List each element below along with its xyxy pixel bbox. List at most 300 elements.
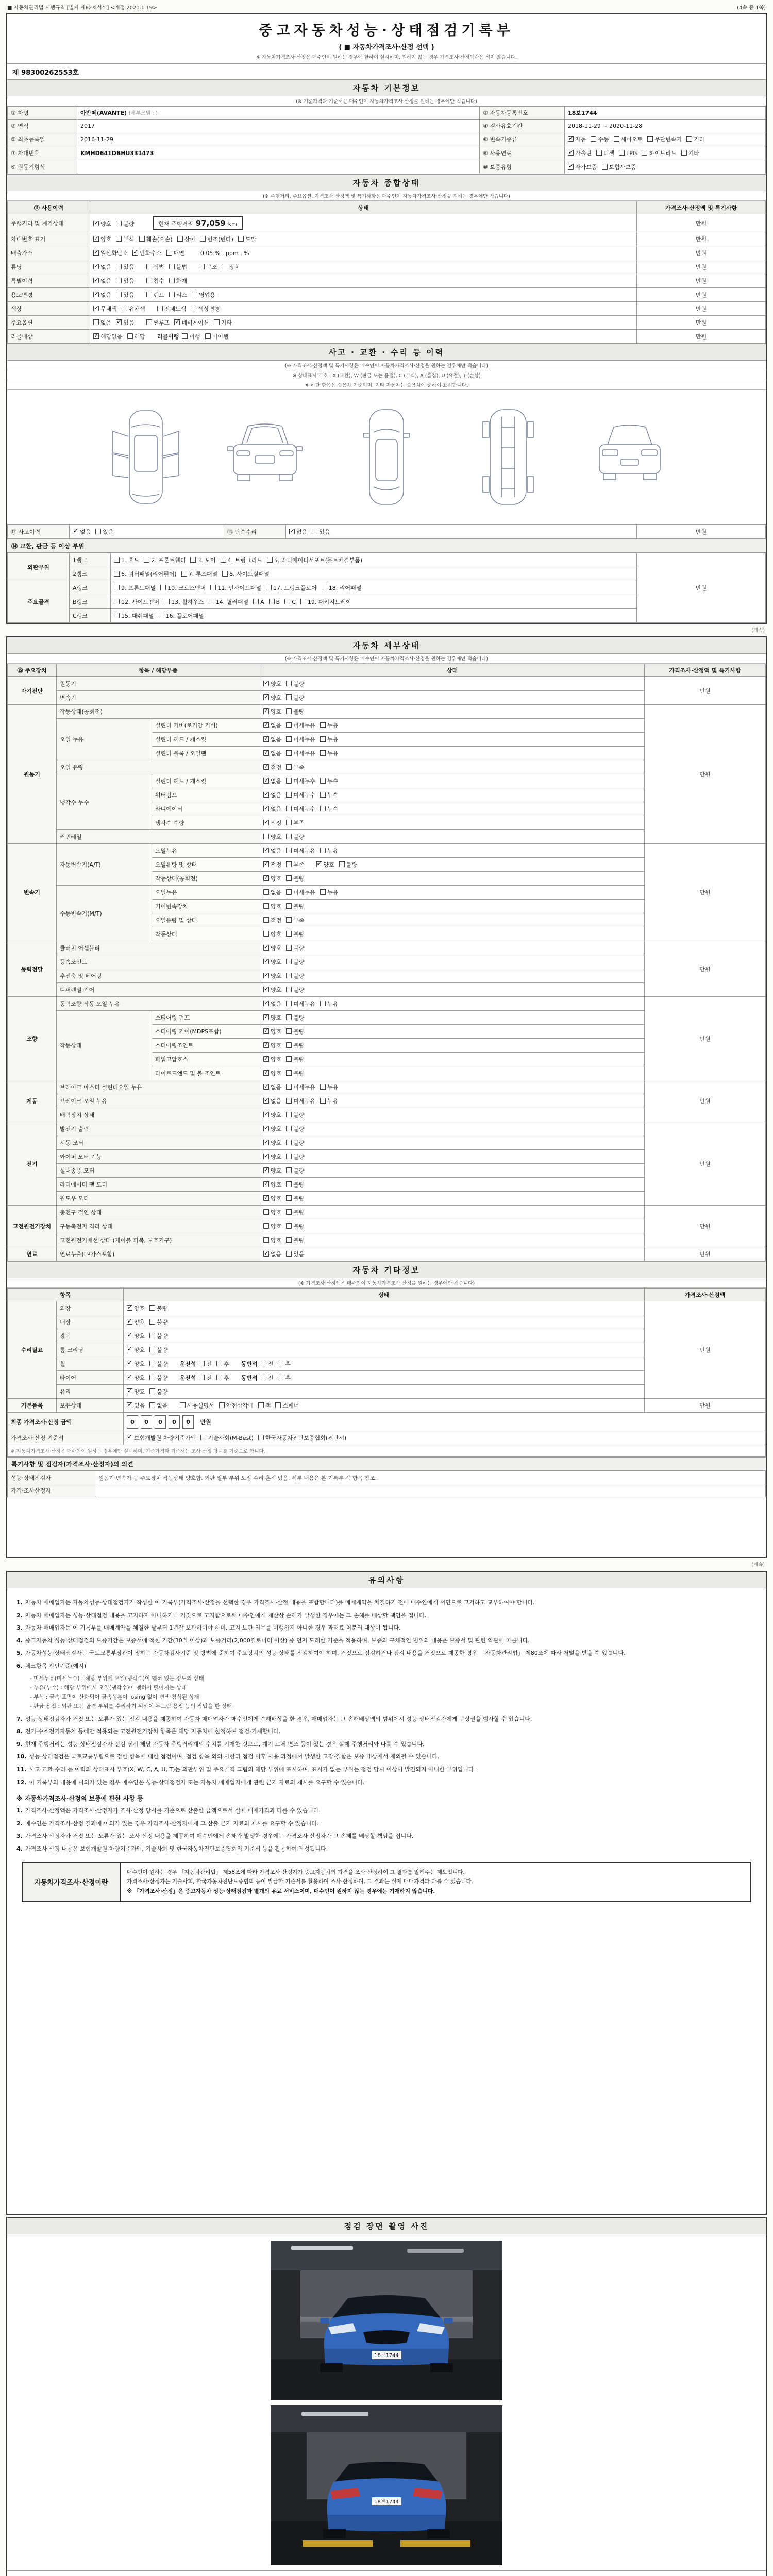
checkbox-option[interactable]: [258, 1401, 271, 1410]
checkbox-option[interactable]: [149, 1401, 167, 1410]
checkbox-icon[interactable]: [261, 1375, 266, 1380]
checkbox-icon[interactable]: [286, 750, 292, 756]
checkbox-icon[interactable]: [146, 264, 152, 269]
checkbox-icon[interactable]: [286, 959, 292, 964]
checkbox-option[interactable]: [169, 291, 187, 299]
checkbox-option[interactable]: [181, 570, 218, 578]
checkbox-option[interactable]: [182, 332, 200, 341]
checkbox-option[interactable]: [144, 556, 186, 564]
checkbox-icon[interactable]: [286, 1001, 292, 1006]
checkbox-option[interactable]: [300, 598, 351, 606]
checkbox-option[interactable]: [286, 1083, 315, 1091]
checkbox-icon[interactable]: [286, 694, 292, 700]
checkbox-icon[interactable]: [116, 236, 122, 242]
checkbox-icon[interactable]: [278, 1375, 283, 1380]
checkbox-option[interactable]: [286, 1250, 304, 1258]
checkbox-icon[interactable]: [300, 599, 306, 604]
checkbox-checked-icon[interactable]: [263, 1070, 269, 1076]
checkbox-icon[interactable]: [159, 613, 164, 618]
checkbox-icon[interactable]: [286, 1084, 292, 1090]
checkbox-icon[interactable]: [182, 333, 188, 339]
checkbox-icon[interactable]: [144, 557, 149, 563]
checkbox-icon[interactable]: [200, 236, 206, 242]
checkbox-icon[interactable]: [114, 585, 120, 590]
checkbox-option[interactable]: [263, 1166, 281, 1175]
checkbox-checked-icon[interactable]: [263, 764, 269, 770]
checkbox-option[interactable]: [199, 263, 217, 271]
checkbox-option[interactable]: [263, 777, 281, 785]
checkbox-option[interactable]: [116, 277, 134, 285]
checkbox-icon[interactable]: [95, 529, 101, 534]
checkbox-option[interactable]: [127, 332, 145, 341]
checkbox-option[interactable]: [73, 528, 91, 536]
checkbox-checked-icon[interactable]: [263, 861, 269, 867]
checkbox-icon[interactable]: [286, 1209, 292, 1215]
checkbox-option[interactable]: [286, 1194, 304, 1202]
checkbox-option[interactable]: [263, 888, 281, 896]
checkbox-icon[interactable]: [149, 1347, 155, 1352]
checkbox-icon[interactable]: [286, 681, 292, 686]
checkbox-checked-icon[interactable]: [127, 1319, 132, 1325]
checkbox-option[interactable]: [320, 999, 338, 1008]
checkbox-checked-icon[interactable]: [263, 792, 269, 798]
checkbox-option[interactable]: [205, 332, 229, 341]
checkbox-checked-icon[interactable]: [568, 164, 574, 170]
checkbox-option[interactable]: [275, 1401, 299, 1410]
checkbox-option[interactable]: [114, 598, 159, 606]
checkbox-option[interactable]: [263, 916, 281, 924]
checkbox-icon[interactable]: [200, 1435, 206, 1440]
checkbox-checked-icon[interactable]: [263, 1014, 269, 1020]
checkbox-option[interactable]: [568, 149, 592, 157]
checkbox-option[interactable]: [127, 1387, 145, 1396]
checkbox-icon[interactable]: [286, 764, 292, 770]
checkbox-option[interactable]: [263, 1153, 281, 1161]
checkbox-icon[interactable]: [286, 931, 292, 937]
checkbox-option[interactable]: [286, 819, 304, 827]
checkbox-icon[interactable]: [116, 221, 122, 226]
checkbox-option[interactable]: [139, 235, 173, 243]
checkbox-icon[interactable]: [216, 1375, 222, 1380]
checkbox-icon[interactable]: [263, 1223, 269, 1229]
checkbox-option[interactable]: [114, 570, 177, 578]
checkbox-icon[interactable]: [139, 236, 145, 242]
checkbox-option[interactable]: [286, 1027, 304, 1036]
checkbox-icon[interactable]: [263, 1237, 269, 1243]
checkbox-option[interactable]: [192, 291, 215, 299]
checkbox-checked-icon[interactable]: [93, 264, 99, 269]
checkbox-option[interactable]: [320, 1083, 338, 1091]
checkbox-icon[interactable]: [199, 1361, 205, 1366]
checkbox-option[interactable]: [286, 1125, 304, 1133]
checkbox-checked-icon[interactable]: [263, 945, 269, 951]
checkbox-option[interactable]: [263, 958, 281, 966]
checkbox-option[interactable]: [263, 1208, 281, 1216]
checkbox-option[interactable]: [320, 749, 338, 757]
checkbox-option[interactable]: [286, 958, 304, 966]
checkbox-option[interactable]: [199, 1360, 212, 1368]
checkbox-checked-icon[interactable]: [316, 861, 322, 867]
checkbox-option[interactable]: [263, 1139, 281, 1147]
checkbox-icon[interactable]: [169, 264, 175, 269]
checkbox-option[interactable]: [127, 1434, 196, 1442]
checkbox-checked-icon[interactable]: [263, 736, 269, 742]
checkbox-icon[interactable]: [191, 306, 196, 311]
checkbox-icon[interactable]: [122, 306, 127, 311]
checkbox-option[interactable]: [210, 584, 261, 592]
checkbox-checked-icon[interactable]: [263, 681, 269, 686]
checkbox-option[interactable]: [263, 749, 281, 757]
checkbox-option[interactable]: [263, 874, 281, 883]
checkbox-option[interactable]: [200, 1434, 254, 1442]
checkbox-icon[interactable]: [286, 820, 292, 825]
checkbox-option[interactable]: [286, 874, 304, 883]
checkbox-option[interactable]: [174, 318, 209, 327]
checkbox-option[interactable]: [200, 235, 233, 243]
checkbox-icon[interactable]: [286, 1140, 292, 1145]
checkbox-icon[interactable]: [286, 708, 292, 714]
checkbox-checked-icon[interactable]: [174, 319, 180, 325]
checkbox-checked-icon[interactable]: [93, 306, 99, 311]
checkbox-option[interactable]: [263, 1250, 281, 1258]
checkbox-icon[interactable]: [149, 1402, 155, 1408]
checkbox-checked-icon[interactable]: [263, 1028, 269, 1034]
checkbox-icon[interactable]: [177, 236, 183, 242]
checkbox-option[interactable]: [93, 291, 111, 299]
checkbox-icon[interactable]: [286, 1112, 292, 1117]
checkbox-option[interactable]: [263, 1222, 281, 1230]
checkbox-icon[interactable]: [164, 599, 170, 604]
checkbox-icon[interactable]: [322, 585, 327, 590]
checkbox-option[interactable]: [602, 163, 636, 171]
checkbox-option[interactable]: [320, 1097, 338, 1105]
checkbox-checked-icon[interactable]: [263, 973, 269, 978]
checkbox-option[interactable]: [286, 1222, 304, 1230]
checkbox-option[interactable]: [191, 304, 220, 313]
checkbox-icon[interactable]: [339, 861, 345, 867]
checkbox-icon[interactable]: [286, 917, 292, 923]
checkbox-icon[interactable]: [263, 917, 269, 923]
checkbox-icon[interactable]: [219, 1402, 225, 1408]
checkbox-checked-icon[interactable]: [263, 1126, 269, 1131]
checkbox-option[interactable]: [263, 680, 281, 688]
checkbox-option[interactable]: [263, 721, 281, 730]
checkbox-icon[interactable]: [149, 1305, 155, 1311]
checkbox-checked-icon[interactable]: [93, 236, 99, 242]
checkbox-option[interactable]: [263, 1180, 281, 1189]
checkbox-option[interactable]: [149, 1332, 167, 1340]
checkbox-icon[interactable]: [267, 557, 273, 563]
checkbox-icon[interactable]: [149, 1333, 155, 1338]
checkbox-option[interactable]: [263, 1013, 281, 1022]
checkbox-option[interactable]: [263, 819, 281, 827]
checkbox-option[interactable]: [149, 1304, 167, 1312]
checkbox-checked-icon[interactable]: [127, 1435, 132, 1440]
checkbox-icon[interactable]: [222, 571, 228, 577]
checkbox-icon[interactable]: [286, 945, 292, 951]
checkbox-checked-icon[interactable]: [263, 1098, 269, 1104]
checkbox-checked-icon[interactable]: [263, 1112, 269, 1117]
checkbox-option[interactable]: [286, 805, 315, 813]
checkbox-option[interactable]: [116, 291, 134, 299]
checkbox-checked-icon[interactable]: [93, 292, 99, 297]
checkbox-icon[interactable]: [180, 1402, 186, 1408]
checkbox-icon[interactable]: [286, 1070, 292, 1076]
checkbox-option[interactable]: [286, 1166, 304, 1175]
checkbox-icon[interactable]: [647, 136, 653, 142]
checkbox-icon[interactable]: [238, 236, 244, 242]
checkbox-option[interactable]: [180, 1401, 214, 1410]
checkbox-icon[interactable]: [114, 613, 120, 618]
checkbox-checked-icon[interactable]: [263, 1056, 269, 1062]
checkbox-icon[interactable]: [596, 150, 602, 156]
checkbox-option[interactable]: [263, 805, 281, 813]
checkbox-option[interactable]: [116, 235, 134, 243]
checkbox-checked-icon[interactable]: [263, 987, 269, 992]
checkbox-icon[interactable]: [258, 1402, 264, 1408]
checkbox-icon[interactable]: [284, 599, 290, 604]
checkbox-checked-icon[interactable]: [127, 1333, 132, 1338]
checkbox-icon[interactable]: [116, 278, 122, 283]
checkbox-option[interactable]: [263, 1194, 281, 1202]
checkbox-icon[interactable]: [286, 1014, 292, 1020]
checkbox-option[interactable]: [647, 135, 682, 143]
checkbox-option[interactable]: [116, 219, 134, 228]
checkbox-option[interactable]: [222, 263, 240, 271]
checkbox-icon[interactable]: [169, 292, 175, 297]
checkbox-checked-icon[interactable]: [263, 806, 269, 811]
checkbox-option[interactable]: [149, 1318, 167, 1326]
checkbox-option[interactable]: [316, 860, 334, 869]
checkbox-option[interactable]: [164, 598, 204, 606]
checkbox-option[interactable]: [263, 763, 281, 771]
checkbox-checked-icon[interactable]: [263, 820, 269, 825]
checkbox-checked-icon[interactable]: [93, 278, 99, 283]
checkbox-checked-icon[interactable]: [263, 1181, 269, 1187]
checkbox-icon[interactable]: [286, 1056, 292, 1062]
checkbox-option[interactable]: [286, 1236, 304, 1244]
checkbox-icon[interactable]: [286, 889, 292, 895]
checkbox-icon[interactable]: [286, 1181, 292, 1187]
checkbox-option[interactable]: [263, 999, 281, 1008]
checkbox-checked-icon[interactable]: [568, 150, 574, 156]
checkbox-icon[interactable]: [160, 585, 166, 590]
checkbox-option[interactable]: [312, 528, 330, 536]
checkbox-checked-icon[interactable]: [73, 529, 78, 534]
checkbox-checked-icon[interactable]: [93, 221, 99, 226]
checkbox-option[interactable]: [263, 944, 281, 952]
checkbox-icon[interactable]: [209, 599, 214, 604]
checkbox-option[interactable]: [263, 707, 281, 716]
checkbox-checked-icon[interactable]: [568, 136, 574, 142]
checkbox-checked-icon[interactable]: [132, 250, 138, 256]
checkbox-option[interactable]: [263, 791, 281, 799]
checkbox-option[interactable]: [149, 1374, 167, 1382]
checkbox-option[interactable]: [263, 986, 281, 994]
checkbox-icon[interactable]: [286, 987, 292, 992]
checkbox-option[interactable]: [169, 263, 187, 271]
checkbox-checked-icon[interactable]: [263, 959, 269, 964]
checkbox-option[interactable]: [267, 556, 362, 564]
checkbox-option[interactable]: [222, 570, 270, 578]
checkbox-option[interactable]: [93, 249, 128, 257]
checkbox-checked-icon[interactable]: [263, 1084, 269, 1090]
checkbox-checked-icon[interactable]: [263, 1140, 269, 1145]
checkbox-icon[interactable]: [190, 557, 196, 563]
checkbox-option[interactable]: [596, 149, 614, 157]
checkbox-option[interactable]: [263, 1083, 281, 1091]
checkbox-icon[interactable]: [286, 1223, 292, 1229]
checkbox-option[interactable]: [320, 735, 338, 743]
checkbox-option[interactable]: [263, 1069, 281, 1077]
checkbox-icon[interactable]: [286, 1028, 292, 1034]
checkbox-icon[interactable]: [261, 1361, 266, 1366]
checkbox-option[interactable]: [286, 1153, 304, 1161]
checkbox-icon[interactable]: [286, 903, 292, 909]
checkbox-option[interactable]: [320, 888, 338, 896]
checkbox-option[interactable]: [216, 1360, 229, 1368]
checkbox-option[interactable]: [286, 944, 304, 952]
checkbox-icon[interactable]: [320, 806, 326, 811]
checkbox-option[interactable]: [93, 332, 123, 341]
checkbox-icon[interactable]: [258, 1435, 264, 1440]
checkbox-checked-icon[interactable]: [263, 778, 269, 784]
checkbox-option[interactable]: [146, 318, 170, 327]
checkbox-option[interactable]: [289, 528, 307, 536]
checkbox-icon[interactable]: [278, 1361, 283, 1366]
checkbox-option[interactable]: [286, 888, 315, 896]
checkbox-option[interactable]: [286, 680, 304, 688]
checkbox-icon[interactable]: [221, 557, 226, 563]
checkbox-icon[interactable]: [320, 889, 326, 895]
checkbox-option[interactable]: [263, 972, 281, 980]
checkbox-option[interactable]: [263, 860, 281, 869]
checkbox-icon[interactable]: [266, 585, 272, 590]
checkbox-option[interactable]: [199, 1374, 212, 1382]
checkbox-option[interactable]: [146, 291, 164, 299]
checkbox-option[interactable]: [169, 277, 187, 285]
checkbox-icon[interactable]: [275, 1402, 281, 1408]
checkbox-checked-icon[interactable]: [289, 529, 295, 534]
checkbox-option[interactable]: [127, 1374, 145, 1382]
checkbox-option[interactable]: [320, 846, 338, 855]
checkbox-option[interactable]: [320, 721, 338, 730]
checkbox-icon[interactable]: [320, 1098, 326, 1104]
checkbox-option[interactable]: [263, 1027, 281, 1036]
checkbox-checked-icon[interactable]: [127, 1388, 132, 1394]
checkbox-icon[interactable]: [320, 736, 326, 742]
checkbox-option[interactable]: [95, 528, 113, 536]
checkbox-option[interactable]: [157, 304, 187, 313]
checkbox-checked-icon[interactable]: [127, 1402, 132, 1408]
checkbox-option[interactable]: [286, 916, 304, 924]
checkbox-option[interactable]: [127, 1360, 145, 1368]
checkbox-icon[interactable]: [602, 164, 608, 170]
checkbox-option[interactable]: [127, 1401, 145, 1410]
checkbox-option[interactable]: [149, 1387, 167, 1396]
checkbox-icon[interactable]: [286, 1154, 292, 1159]
checkbox-option[interactable]: [261, 1374, 274, 1382]
checkbox-option[interactable]: [127, 1346, 145, 1354]
checkbox-icon[interactable]: [263, 1209, 269, 1215]
checkbox-icon[interactable]: [263, 931, 269, 937]
checkbox-option[interactable]: [263, 1125, 281, 1133]
checkbox-option[interactable]: [339, 860, 357, 869]
checkbox-option[interactable]: [286, 693, 304, 702]
checkbox-checked-icon[interactable]: [263, 708, 269, 714]
checkbox-icon[interactable]: [157, 306, 163, 311]
checkbox-option[interactable]: [263, 833, 281, 841]
checkbox-icon[interactable]: [127, 333, 133, 339]
checkbox-option[interactable]: [216, 1374, 229, 1382]
checkbox-checked-icon[interactable]: [263, 848, 269, 853]
checkbox-option[interactable]: [160, 584, 206, 592]
checkbox-icon[interactable]: [286, 778, 292, 784]
checkbox-option[interactable]: [619, 150, 637, 157]
checkbox-option[interactable]: [286, 1139, 304, 1147]
checkbox-option[interactable]: [263, 1041, 281, 1049]
checkbox-icon[interactable]: [320, 792, 326, 798]
checkbox-option[interactable]: [263, 902, 281, 910]
checkbox-icon[interactable]: [149, 1375, 155, 1380]
checkbox-option[interactable]: [286, 1069, 304, 1077]
checkbox-checked-icon[interactable]: [263, 1001, 269, 1006]
checkbox-icon[interactable]: [286, 848, 292, 853]
checkbox-checked-icon[interactable]: [93, 333, 99, 339]
checkbox-icon[interactable]: [263, 834, 269, 839]
checkbox-checked-icon[interactable]: [127, 1347, 132, 1352]
checkbox-option[interactable]: [114, 612, 154, 620]
checkbox-icon[interactable]: [149, 1319, 155, 1325]
checkbox-icon[interactable]: [642, 150, 647, 156]
checkbox-icon[interactable]: [166, 250, 172, 256]
checkbox-option[interactable]: [286, 777, 315, 785]
checkbox-icon[interactable]: [286, 1167, 292, 1173]
checkbox-option[interactable]: [159, 612, 204, 620]
checkbox-icon[interactable]: [312, 529, 317, 534]
checkbox-icon[interactable]: [146, 319, 152, 325]
checkbox-icon[interactable]: [320, 778, 326, 784]
checkbox-option[interactable]: [286, 1013, 304, 1022]
checkbox-icon[interactable]: [286, 1237, 292, 1243]
checkbox-option[interactable]: [149, 1360, 167, 1368]
checkbox-option[interactable]: [681, 149, 699, 157]
checkbox-checked-icon[interactable]: [263, 694, 269, 700]
checkbox-icon[interactable]: [320, 750, 326, 756]
checkbox-option[interactable]: [261, 1360, 274, 1368]
checkbox-option[interactable]: [286, 999, 315, 1008]
checkbox-icon[interactable]: [286, 1251, 292, 1257]
checkbox-option[interactable]: [286, 930, 304, 938]
checkbox-option[interactable]: [320, 777, 338, 785]
checkbox-checked-icon[interactable]: [127, 1305, 132, 1311]
checkbox-option[interactable]: [214, 318, 232, 327]
checkbox-checked-icon[interactable]: [93, 250, 99, 256]
checkbox-option[interactable]: [238, 235, 256, 243]
checkbox-option[interactable]: [286, 735, 315, 743]
checkbox-icon[interactable]: [619, 150, 625, 156]
checkbox-icon[interactable]: [116, 292, 122, 297]
checkbox-icon[interactable]: [286, 1126, 292, 1131]
checkbox-option[interactable]: [253, 599, 264, 605]
checkbox-icon[interactable]: [286, 736, 292, 742]
checkbox-option[interactable]: [286, 1208, 304, 1216]
checkbox-icon[interactable]: [114, 599, 120, 604]
checkbox-option[interactable]: [263, 735, 281, 743]
checkbox-option[interactable]: [642, 149, 676, 157]
checkbox-option[interactable]: [114, 584, 156, 592]
checkbox-option[interactable]: [286, 1111, 304, 1119]
